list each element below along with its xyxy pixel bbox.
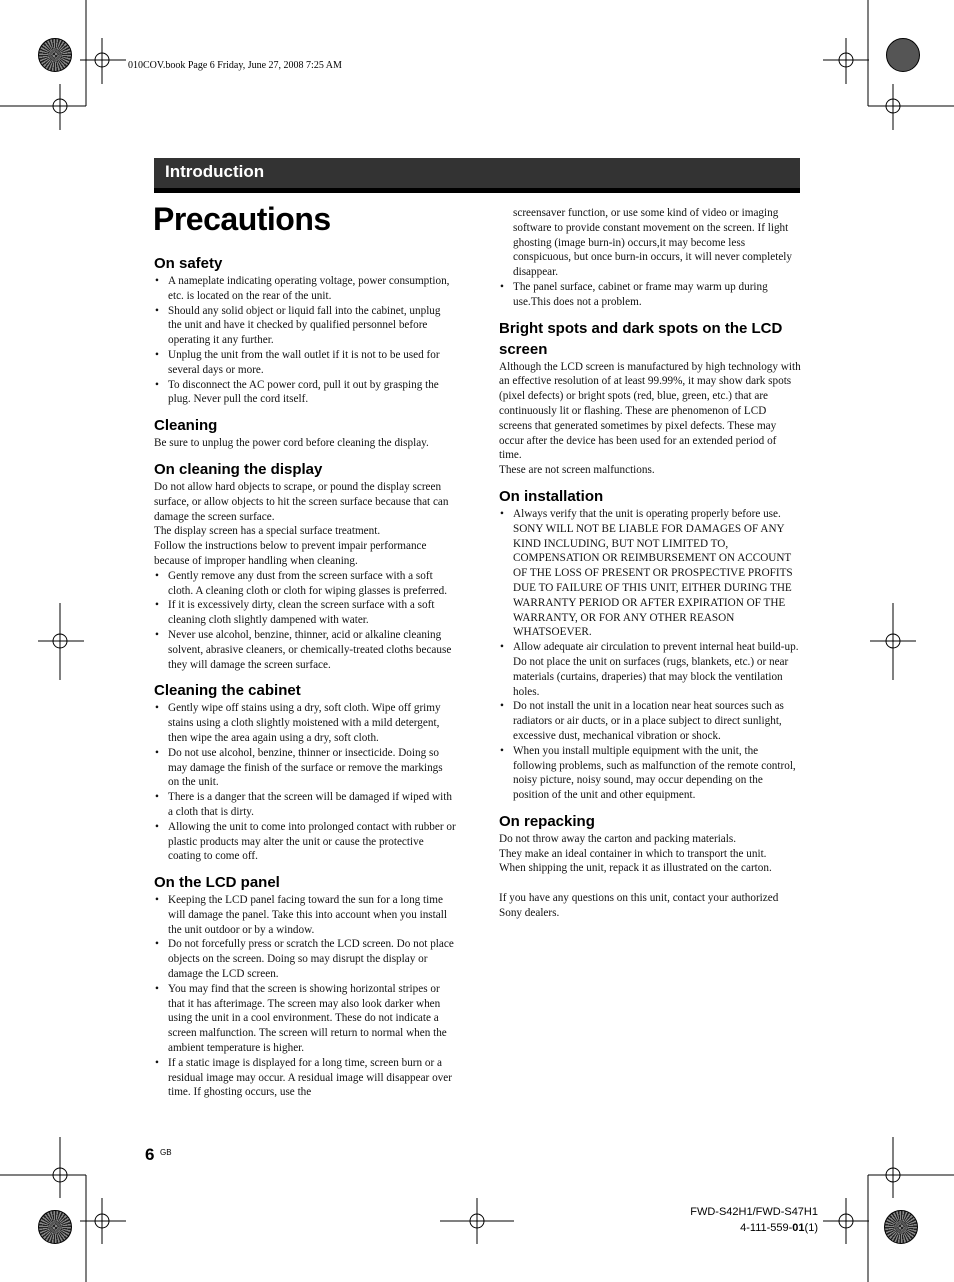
bright-spots-note: These are not screen malfunctions.: [499, 464, 655, 477]
list-item: • Gently remove any dust from the screen surface with a soft cloth. A cleaning cloth or cloth for wiping glasses is preferred.: [154, 569, 456, 599]
list-item: • Allow adequate air circulation to prevent internal heat build-up. Do not place the unit on surfaces (rugs, blankets, etc.) or near materials (curtains, draperies) that may block the ventilation holes.: [499, 640, 801, 699]
list-item: • Never use alcohol, benzine, thinner, acid or alkaline cleaning solvent, abrasive cleaners, or chemically-treated cloths because they will damage the screen surface.: [154, 628, 456, 672]
paragraph: The display screen has a special surface treatment.: [154, 525, 381, 538]
heading-on-repacking: On repacking: [499, 812, 595, 830]
installation-list: [499, 507, 801, 803]
heading-cleaning: Cleaning: [154, 417, 218, 435]
list-item: • Gently wipe off stains using a dry, soft cloth. Wipe off grimy stains using a cloth slightly moistened with a mild detergent, then wipe the area again using a dry, soft cloth.: [154, 701, 456, 745]
list-item: • A nameplate indicating operating voltage, power consumption, etc. is located on the rear of the unit.: [154, 274, 456, 304]
registration-rosette-icon: [886, 38, 920, 72]
code-bold: 01: [792, 1222, 805, 1234]
list-item: • Allowing the unit to come into prolonged contact with rubber or plastic products may alter the unit or cause the protective coating to come off.: [154, 820, 456, 864]
registration-rosette-icon: [38, 38, 72, 72]
heading-cleaning-cabinet: Cleaning the cabinet: [154, 682, 301, 700]
paragraph: Do not allow hard objects to scrape, or pound the display screen surface, or allow objects to hit the screen surface because that can damage the screen surface.: [154, 480, 449, 523]
cleaning-text: Be sure to unplug the power cord before cleaning the display.: [154, 437, 429, 450]
list-item: • You may find that the screen is showing horizontal stripes or that it has afterimage. The screen may also look darker when using the unit in a cool environment. These do not indicate a screen malfunction. The screen will return to normal when the ambient temperature is higher.: [154, 982, 456, 1056]
list-item: • Do not forcefully press or scratch the LCD screen. Do not place objects on the screen. Doing so may disrupt the display or damage the LCD screen.: [154, 937, 456, 981]
model-number: FWD-S42H1/FWD-S47H1: [690, 1206, 818, 1218]
repacking-line: When shipping the unit, repack it as illustrated on the carton.: [499, 862, 772, 875]
book-file-info: 010COV.book Page 6 Friday, June 27, 2008 7:25 AM: [128, 60, 342, 71]
list-item: • Should any solid object or liquid fall into the cabinet, unplug the unit and have it checked by qualified personnel before operating it any further.: [154, 304, 456, 348]
repacking-line: They make an ideal container in which to transport the unit.: [499, 847, 767, 860]
heading-bright-dark-spots: Bright spots and dark spots on the LCD screen: [499, 319, 783, 358]
list-item: • When you install multiple equipment with the unit, the following problems, such as malfunction of the remote control, noisy picture, noisy sound, may occur depending on the position of the unit and other equipment.: [499, 744, 801, 803]
section-header-bar: [154, 158, 800, 193]
cleaning-display-list: [154, 569, 456, 673]
list-item: • Always verify that the unit is operating properly before use. SONY WILL NOT BE LIABLE FOR DAMAGES OF ANY KIND INCLUDING, BUT NOT LIMITED TO, COMPENSATION OR REIMBURSEMENT ON ACCOUNT OF THE LOSS OF PRESENT OR PROSPECTIVE PROFITS DUE TO FAILURE OF THIS UNIT, EITHER DURING THE WARRANTY PERIOD OR AFTER EXPIRATION OF THE WARRANTY, OR FOR ANY OTHER REASON WHATSOEVER.: [499, 507, 801, 640]
page-number: 6: [145, 1145, 155, 1164]
list-item: • There is a danger that the screen will be damaged if wiped with a cloth that is dirty.: [154, 790, 456, 820]
section-label: Introduction: [165, 162, 265, 181]
list-item: • Do not use alcohol, benzine, thinner or insecticide. Doing so may damage the finish of the surface or remove the markings on the unit.: [154, 746, 456, 790]
heading-on-installation: On installation: [499, 487, 604, 505]
cleaning-cabinet-list: [154, 701, 456, 864]
safety-list: [154, 274, 456, 407]
code-suffix: (1): [804, 1222, 818, 1234]
page-language-code: GB: [160, 1148, 172, 1157]
list-item: • If a static image is displayed for a long time, screen burn or a residual image may occur. A residual image will disappear over time. If ghosting occurs, use the: [154, 1056, 456, 1100]
list-item: • The panel surface, cabinet or frame may warm up during use.This does not a problem.: [499, 280, 801, 310]
right-column: [499, 206, 801, 921]
document-code: [688, 1222, 818, 1234]
page-title: Precautions: [153, 201, 331, 237]
code-prefix: 4-111-559-: [740, 1222, 793, 1234]
repacking-line: Do not throw away the carton and packing materials.: [499, 832, 737, 845]
heading-lcd-panel: On the LCD panel: [154, 874, 280, 892]
left-column: [154, 253, 456, 1100]
list-item: • Keeping the LCD panel facing toward the sun for a long time will damage the panel. Take this into account when you install the unit outdoor or by a window.: [154, 893, 456, 937]
lcd-continued-text: screensaver function, or use some kind of video or imaging software to provide constant movement on the screen. If light ghosting (image burn-in) occurs,it may become less conspicuous, but once burn-in occurs, it will never completely disappear.: [513, 207, 792, 279]
bright-spots-text: Although the LCD screen is manufactured by high technology with an effective resolution of at least 99.99%, it may show dark spots (pixel defects) or bright spots (red, blue, green, etc.) that are continuously lit or flashing. These are phenomenon of LCD screens that generated sometimes by pixel defects. These may occur after the device has been used for an extended period of time.: [499, 360, 801, 462]
list-item: • To disconnect the AC power cord, pull it out by grasping the plug. Never pull the cord itself.: [154, 378, 456, 408]
heading-on-safety: On safety: [154, 255, 223, 272]
registration-rosette-icon: [38, 1210, 72, 1244]
lcd-panel-list: [154, 893, 456, 1100]
lcd-panel-list-continued: [499, 280, 801, 310]
contact-text: If you have any questions on this unit, contact your authorized Sony dealers.: [499, 892, 779, 920]
paragraph: Follow the instructions below to prevent impair performance because of improper handling when cleaning.: [154, 540, 427, 567]
list-item: • Unplug the unit from the wall outlet if it is not to be used for several days or more.: [154, 348, 456, 378]
list-item: • Do not install the unit in a location near heat sources such as radiators or air ducts, or in a place subject to direct sunlight, excessive dust, mechanical vibration or shock.: [499, 699, 801, 743]
list-item: • If it is excessively dirty, clean the screen surface with a soft cleaning cloth slightly dampened with water.: [154, 598, 456, 628]
heading-on-cleaning-display: On cleaning the display: [154, 460, 323, 478]
registration-rosette-icon: [884, 1210, 918, 1244]
